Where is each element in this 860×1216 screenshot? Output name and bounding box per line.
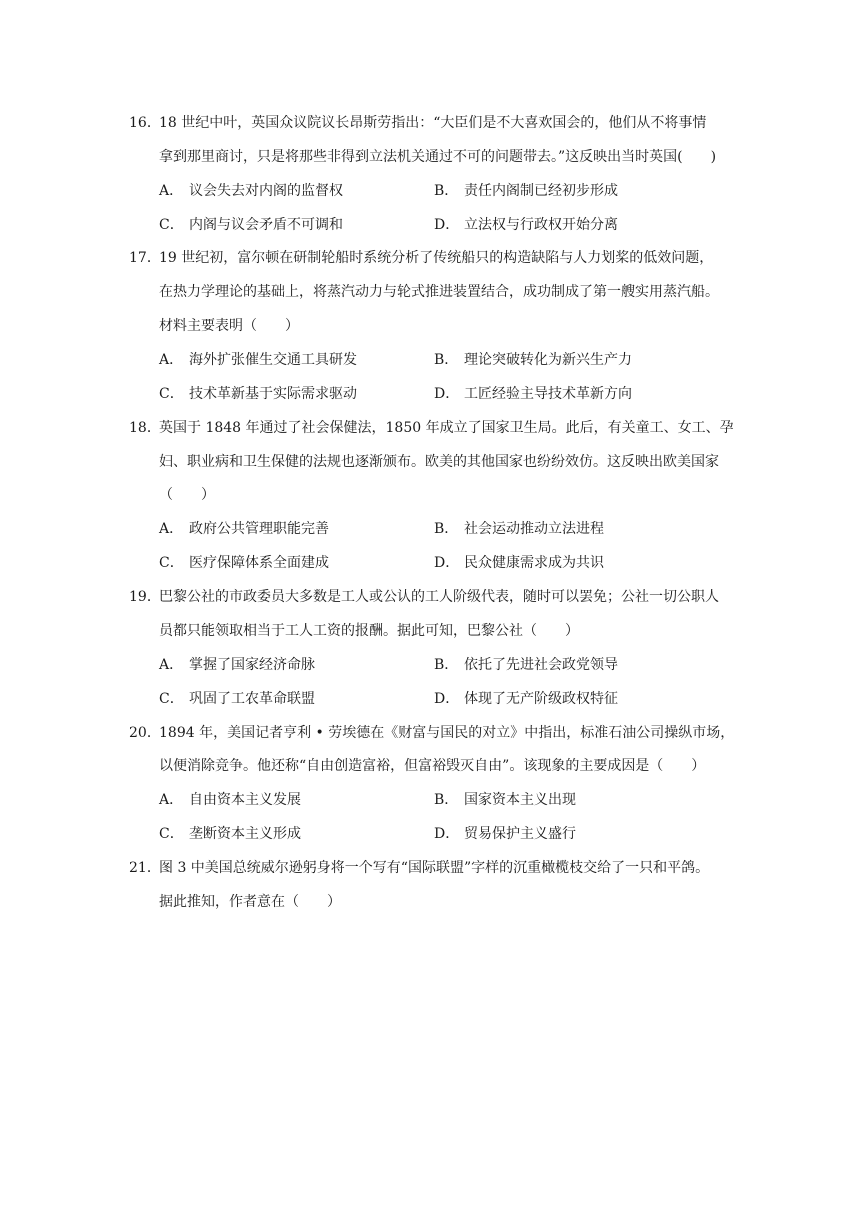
option-letter: D． <box>434 217 460 233</box>
option-letter: B． <box>434 792 459 808</box>
option-b <box>434 655 618 675</box>
option-letter: A． <box>159 521 184 537</box>
option-d <box>434 824 576 844</box>
option-a <box>159 519 329 539</box>
option-letter: C． <box>159 555 184 571</box>
option-text: 体现了无产阶级政权特征 <box>464 691 618 707</box>
question-text-line: 19 世纪初，富尔顿在研制轮船时系统分析了传统船只的构造缺陷与人力划桨的低效问题， <box>159 250 714 266</box>
question-number: 16． <box>129 115 161 131</box>
option-text: 依托了先进社会政党领导 <box>464 657 618 673</box>
option-letter: A． <box>159 352 184 368</box>
question-text-line: 据此推知，作者意在（ ） <box>159 894 341 910</box>
question-text-line: 材料主要表明（ ） <box>159 318 299 334</box>
question-text-line: 图 3 中美国总统威尔逊躬身将一个写有“国际联盟”字样的沉重橄榄枝交给了一只和平鸽。 <box>159 860 710 876</box>
option-text: 掌握了国家经济命脉 <box>189 657 315 673</box>
option-b <box>434 519 604 539</box>
question-text-line: （ ） <box>159 487 215 503</box>
option-letter: C． <box>159 386 184 402</box>
option-c <box>159 824 301 844</box>
question-number: 18． <box>129 420 161 436</box>
option-letter: D． <box>434 555 460 571</box>
option-letter: C． <box>159 691 184 707</box>
option-text: 立法权与行政权开始分离 <box>464 217 618 233</box>
option-text: 责任内阁制已经初步形成 <box>464 183 618 199</box>
option-letter: A． <box>159 657 184 673</box>
option-letter: D． <box>434 691 460 707</box>
option-text: 议会失去对内阁的监督权 <box>189 183 343 199</box>
option-b <box>434 181 618 201</box>
option-c <box>159 553 329 573</box>
option-letter: A． <box>159 183 184 199</box>
option-letter: D． <box>434 826 460 842</box>
option-letter: A． <box>159 792 184 808</box>
option-b <box>434 790 576 810</box>
option-b <box>434 350 632 370</box>
option-c <box>159 689 315 709</box>
option-text: 社会运动推动立法进程 <box>464 521 604 537</box>
question-number: 21． <box>129 860 161 876</box>
question-text-line: 英国于 1848 年通过了社会保健法，1850 年成立了国家卫生局。此后，有关童工、女工、孕 <box>159 420 734 436</box>
option-d <box>434 384 632 404</box>
question-text-line: 员都只能领取相当于工人工资的报酬。据此可知，巴黎公社（ ） <box>159 623 579 639</box>
option-text: 自由资本主义发展 <box>189 792 301 808</box>
option-text: 国家资本主义出现 <box>464 792 576 808</box>
question-text-line: 以便消除竞争。他还称“自由创造富裕，但富裕毁灭自由”。该现象的主要成因是（ ） <box>159 758 706 774</box>
option-d <box>434 689 618 709</box>
option-letter: B． <box>434 352 459 368</box>
question-text-line: 巴黎公社的市政委员大多数是工人或公认的工人阶级代表，随时可以罢免；公社一切公职人 <box>159 589 719 605</box>
option-letter: C． <box>159 217 184 233</box>
option-text: 技术革新基于实际需求驱动 <box>189 386 357 402</box>
option-text: 工匠经验主导技术革新方向 <box>464 386 632 402</box>
option-text: 垄断资本主义形成 <box>189 826 301 842</box>
option-letter: B． <box>434 657 459 673</box>
option-text: 贸易保护主义盛行 <box>464 826 576 842</box>
question-text-line: 在热力学理论的基础上，将蒸汽动力与轮式推进装置结合，成功制成了第一艘实用蒸汽船。 <box>159 284 719 300</box>
option-letter: D． <box>434 386 460 402</box>
option-text: 海外扩张催生交通工具研发 <box>189 352 357 368</box>
option-a <box>159 655 315 675</box>
option-text: 民众健康需求成为共识 <box>464 555 604 571</box>
option-text: 巩固了工农革命联盟 <box>189 691 315 707</box>
option-letter: C． <box>159 826 184 842</box>
option-text: 政府公共管理职能完善 <box>189 521 329 537</box>
option-c <box>159 384 357 404</box>
option-a <box>159 181 343 201</box>
question-text-line: 18 世纪中叶，英国众议院议长昂斯劳指出：“大臣们是不大喜欢国会的，他们从不将事情 <box>159 115 707 131</box>
option-text: 内阁与议会矛盾不可调和 <box>189 217 343 233</box>
question-number: 20． <box>129 725 161 741</box>
option-text: 理论突破转化为新兴生产力 <box>464 352 632 368</box>
question-number: 19． <box>129 589 161 605</box>
question-number: 17． <box>129 250 161 266</box>
question-text-line: 1894 年，美国记者亨利 • 劳埃德在《财富与国民的对立》中指出，标准石油公司操纵市场， <box>159 725 735 741</box>
option-d <box>434 215 618 235</box>
option-letter: B． <box>434 521 459 537</box>
option-text: 医疗保障体系全面建成 <box>189 555 329 571</box>
option-a <box>159 790 301 810</box>
question-text-line: 妇、职业病和卫生保健的法规也逐渐颁布。欧美的其他国家也纷纷效仿。这反映出欧美国家 <box>159 454 719 470</box>
option-c <box>159 215 343 235</box>
question-text-line: 拿到那里商讨，只是将那些非得到立法机关通过不可的问题带去。”这反映出当时英国( ) <box>159 149 717 165</box>
option-a <box>159 350 357 370</box>
option-d <box>434 553 604 573</box>
option-letter: B． <box>434 183 459 199</box>
